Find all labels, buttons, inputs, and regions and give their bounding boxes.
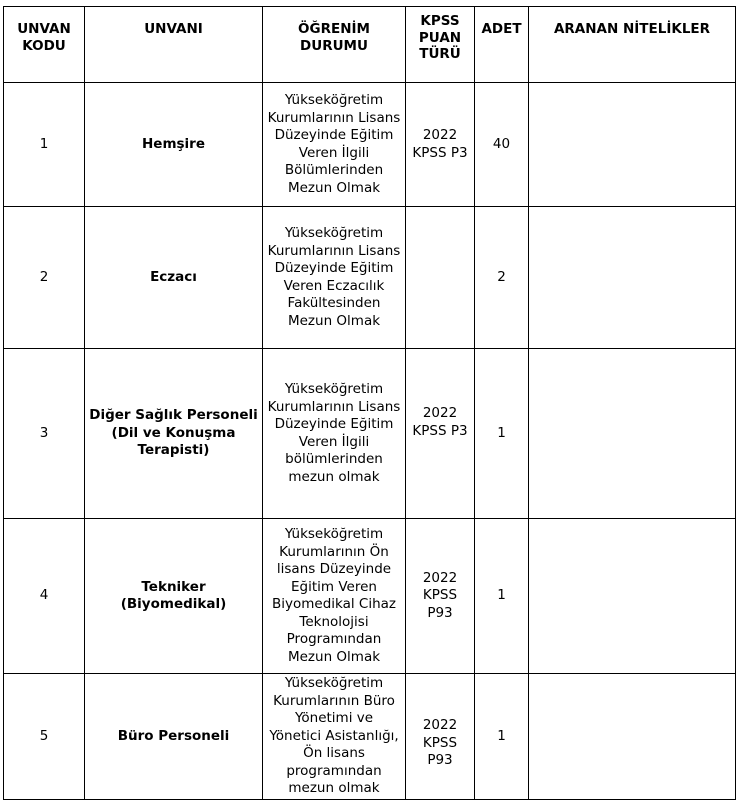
cell-title: Hemşire xyxy=(85,83,263,207)
cell-qualifications xyxy=(529,207,736,349)
cell-kpss: 2022 KPSS P93 xyxy=(406,519,475,674)
cell-kpss: 2022 KPSS P3 xyxy=(406,349,475,519)
table-row xyxy=(4,674,736,800)
header-adet: ADET xyxy=(475,7,529,83)
cell-code: 3 xyxy=(4,349,85,519)
cell-count: 2 xyxy=(475,207,529,349)
header-row xyxy=(4,7,736,83)
table-row xyxy=(4,207,736,349)
header-unvani: UNVANI xyxy=(85,7,263,83)
cell-qualifications xyxy=(529,674,736,800)
cell-kpss: 2022 KPSS P3 xyxy=(406,83,475,207)
cell-code: 1 xyxy=(4,83,85,207)
cell-count: 1 xyxy=(475,674,529,800)
cell-qualifications xyxy=(529,349,736,519)
header-kpss-puan-turu: KPSS PUAN TÜRÜ xyxy=(406,7,475,83)
cell-title: Eczacı xyxy=(85,207,263,349)
cell-education: Yükseköğretim Kurumlarının Lisans Düzeyinde Eğitim Veren İlgili Bölümlerinden Mezun Olmak xyxy=(263,83,406,207)
header-ogrenim-durumu: ÖĞRENİM DURUMU xyxy=(263,7,406,83)
cell-count: 40 xyxy=(475,83,529,207)
cell-qualifications xyxy=(529,83,736,207)
cell-code: 5 xyxy=(4,674,85,800)
cell-count: 1 xyxy=(475,349,529,519)
cell-education: Yükseköğretim Kurumlarının Lisans Düzeyinde Eğitim Veren İlgili bölümlerinden mezun olmak xyxy=(263,349,406,519)
cell-code: 2 xyxy=(4,207,85,349)
cell-kpss: 2022 KPSS P93 xyxy=(406,674,475,800)
cell-title: Tekniker (Biyomedikal) xyxy=(85,519,263,674)
table-row xyxy=(4,519,736,674)
cell-qualifications xyxy=(529,519,736,674)
table-row xyxy=(4,349,736,519)
cell-education: Yükseköğretim Kurumlarının Ön lisans Düzeyinde Eğitim Veren Biyomedikal Cihaz Teknolojisi Programından Mezun Olmak xyxy=(263,519,406,674)
header-aranan-nitelikler: ARANAN NİTELİKLER xyxy=(529,7,736,83)
positions-table xyxy=(3,6,736,800)
cell-title: Diğer Sağlık Personeli (Dil ve Konuşma Terapisti) xyxy=(85,349,263,519)
cell-education: Yükseköğretim Kurumlarının Büro Yönetimi ve Yönetici Asistanlığı, Ön lisans programından mezun olmak xyxy=(263,674,406,800)
cell-count: 1 xyxy=(475,519,529,674)
cell-code: 4 xyxy=(4,519,85,674)
cell-education: Yükseköğretim Kurumlarının Lisans Düzeyinde Eğitim Veren Eczacılık Fakültesinden Mezun Olmak xyxy=(263,207,406,349)
cell-title: Büro Personeli xyxy=(85,674,263,800)
table-row xyxy=(4,83,736,207)
cell-kpss xyxy=(406,207,475,349)
header-unvan-kodu: UNVAN KODU xyxy=(4,7,85,83)
